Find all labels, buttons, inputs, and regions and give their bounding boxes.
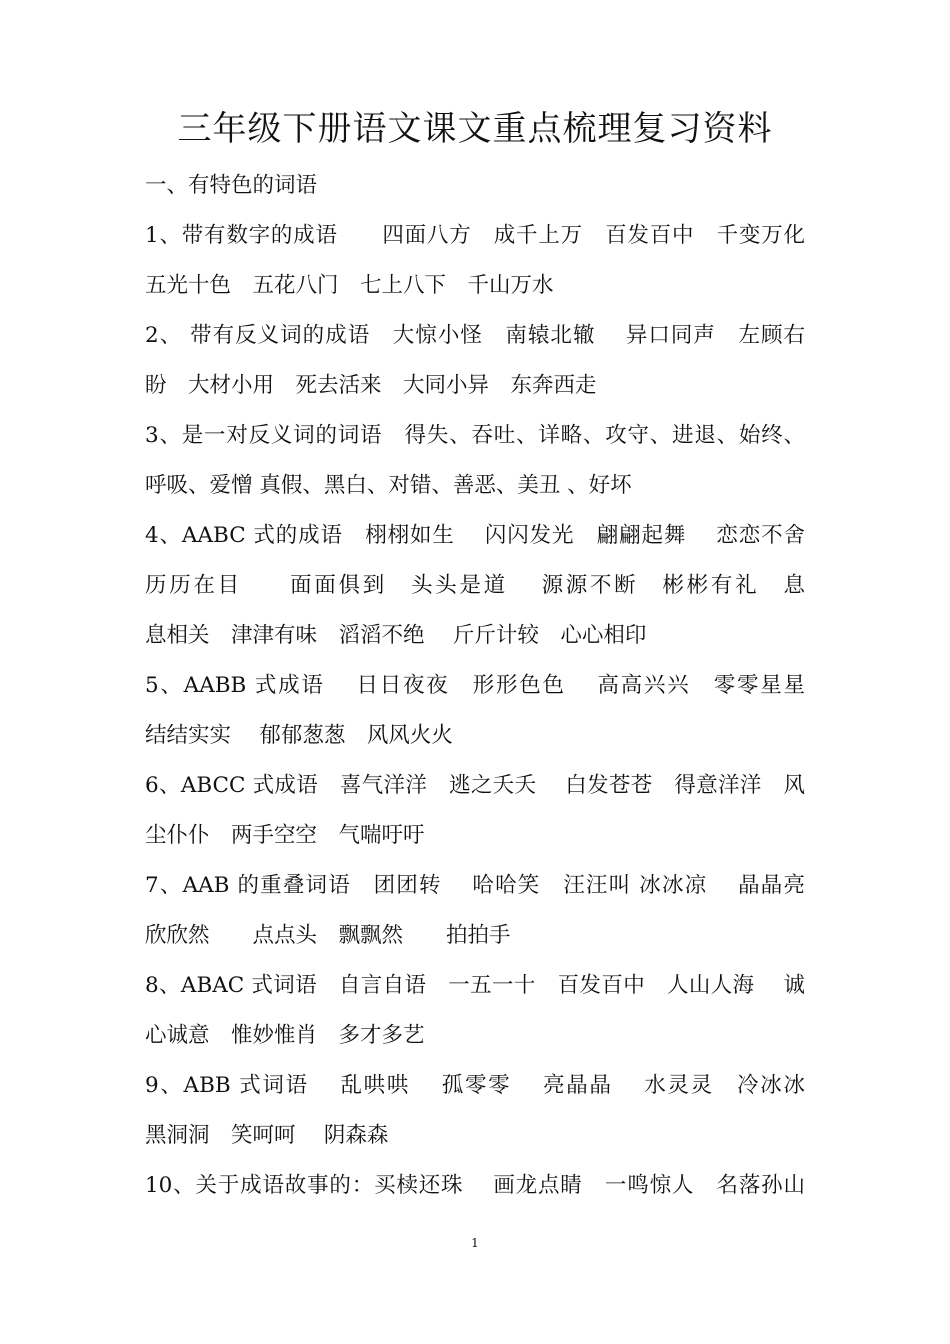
text-line: 8、ABAC 式词语 自言自语 一五一十 百发百中 人山人海 诚 bbox=[145, 973, 805, 998]
text-line: 心诚意 惟妙惟肖 多才多艺 bbox=[145, 1023, 425, 1048]
text-line: 欣欣然 点点头 飘飘然 拍拍手 bbox=[145, 923, 511, 948]
text-line: 五光十色 五花八门 七上八下 千山万水 bbox=[145, 273, 554, 298]
text-line: 呼吸、爱憎 真假、黑白、对错、善恶、美丑 、好坏 bbox=[145, 473, 632, 498]
text-line: 黑洞洞 笑呵呵 阴森森 bbox=[145, 1123, 389, 1148]
text-line: 尘仆仆 两手空空 气喘吁吁 bbox=[145, 823, 425, 848]
text-line: 息相关 津津有味 滔滔不绝 斤斤计较 心心相印 bbox=[145, 623, 647, 648]
text-line: 9、ABB 式词语 乱哄哄 孤零零 亮晶晶 水灵灵 冷冰冰 bbox=[145, 1073, 805, 1098]
page-title: 三年级下册语文课文重点梳理复习资料 bbox=[177, 109, 773, 149]
text-line: 3、是一对反义词的词语 得失、吞吐、详略、攻守、进退、始终、 bbox=[145, 423, 805, 448]
text-line: 历历在目 面面俱到 头头是道 源源不断 彬彬有礼 息 bbox=[145, 573, 805, 598]
text-line: 结结实实 郁郁葱葱 风风火火 bbox=[145, 723, 453, 748]
text-line: 盼 大材小用 死去活来 大同小异 东奔西走 bbox=[145, 373, 597, 398]
text-line: 2、 带有反义词的成语 大惊小怪 南辕北辙 异口同声 左顾右 bbox=[145, 323, 805, 348]
text-line: 10、关于成语故事的：买椟还珠 画龙点睛 一鸣惊人 名落孙山 bbox=[145, 1173, 805, 1198]
page-number: 1 bbox=[471, 1236, 479, 1250]
text-line: 7、AAB 的重叠词语 团团转 哈哈笑 汪汪叫 冰冰凉 晶晶亮 bbox=[145, 873, 805, 898]
text-line: 6、ABCC 式成语 喜气洋洋 逃之夭夭 白发苍苍 得意洋洋 风 bbox=[145, 773, 805, 798]
text-line: 5、AABB 式成语 日日夜夜 形形色色 高高兴兴 零零星星 bbox=[145, 673, 805, 698]
text-line: 4、AABC 式的成语 栩栩如生 闪闪发光 翩翩起舞 恋恋不舍 bbox=[145, 523, 805, 548]
text-line: 1、带有数字的成语 四面八方 成千上万 百发百中 千变万化 bbox=[145, 223, 805, 248]
section-heading: 一、有特色的词语 bbox=[145, 173, 318, 198]
